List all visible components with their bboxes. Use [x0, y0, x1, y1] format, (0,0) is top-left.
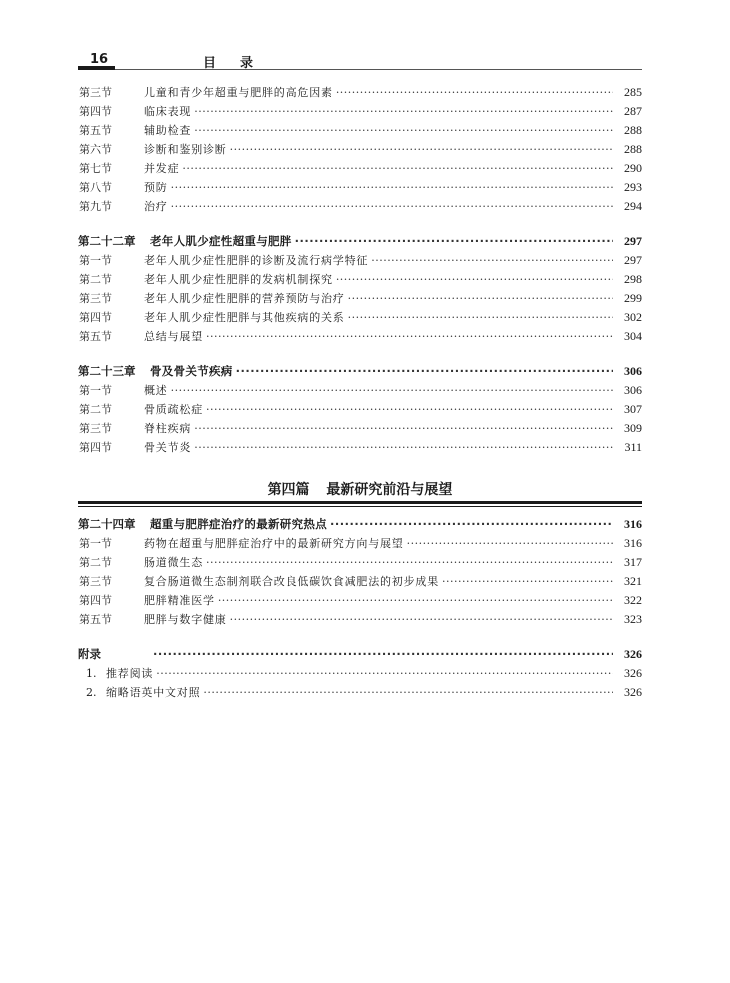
- toc-section-row: [78, 554, 642, 573]
- toc-entry-title: 诊断和鉴别诊断: [144, 143, 227, 156]
- toc-page-number: 307: [624, 402, 642, 416]
- toc-block-chapter-22: [78, 233, 642, 347]
- toc-entry-title: 老年人肌少症性超重与肥胖: [150, 234, 292, 248]
- toc-page-number: 288: [624, 123, 642, 137]
- toc-entry-title: 辅助检查: [144, 124, 192, 137]
- toc-leader-dots: [153, 647, 613, 661]
- toc-section-row: [78, 179, 642, 198]
- toc-page-number: 290: [624, 161, 642, 175]
- toc-entry-number: 第六节: [79, 143, 112, 156]
- toc-leader-dots: [348, 292, 613, 305]
- toc-leader-dots: [206, 330, 613, 343]
- toc-entry-number: 第二节: [79, 403, 112, 416]
- toc-appendix-item-row: [78, 665, 642, 684]
- toc-section-row: [78, 573, 642, 592]
- toc-entry-title: 概述: [144, 384, 168, 397]
- toc-block-appendix: [78, 646, 642, 703]
- toc-entry-title: 骨关节炎: [144, 441, 192, 454]
- toc-leader-dots: [171, 384, 613, 397]
- toc-entry-title: 老年人肌少症性肥胖的发病机制探究: [144, 273, 333, 286]
- toc-leader-dots: [194, 124, 613, 137]
- toc-entry-title: 超重与肥胖症治疗的最新研究热点: [150, 517, 327, 531]
- toc-entry-number: 第八节: [79, 181, 112, 194]
- toc-section-row: [78, 535, 642, 554]
- toc-page-number: 304: [624, 329, 642, 343]
- toc-section-row: [78, 271, 642, 290]
- toc-page-number: 322: [624, 593, 642, 607]
- toc-section-row: [78, 252, 642, 271]
- toc-entry-number: 第三节: [79, 86, 112, 99]
- toc-leader-dots: [330, 517, 613, 531]
- toc-section-row: [78, 122, 642, 141]
- toc-entry-title: 治疗: [144, 200, 168, 213]
- toc-entry-number: 第四节: [79, 441, 112, 454]
- part-heading: [78, 479, 642, 499]
- toc-page-number: 294: [624, 199, 642, 213]
- toc-chapter-row: [78, 233, 642, 252]
- toc-entry-title: 骨质疏松症: [144, 403, 203, 416]
- toc-entry-title: 临床表现: [144, 105, 192, 118]
- toc-leader-dots: [171, 181, 613, 194]
- toc-section-row: [78, 382, 642, 401]
- toc-leader-dots: [206, 556, 613, 569]
- toc-section-row: [78, 198, 642, 217]
- toc-leader-dots: [203, 686, 613, 699]
- toc-section-row: [78, 160, 642, 179]
- toc-entry-number: 第七节: [79, 162, 112, 175]
- toc-leader-dots: [194, 422, 613, 435]
- toc-page-number: 316: [624, 517, 642, 531]
- toc-leader-dots: [336, 86, 613, 99]
- toc-entry-number: 第二十二章: [78, 234, 136, 248]
- toc-section-row: [78, 401, 642, 420]
- toc-page-number: 288: [624, 142, 642, 156]
- toc-leader-dots: [206, 403, 613, 416]
- toc-entry-number: 第四节: [79, 105, 112, 118]
- toc-leader-dots: [407, 537, 613, 550]
- toc-page-number: 309: [624, 421, 642, 435]
- toc-block-chapter-24: [78, 516, 642, 630]
- toc-section-row: [78, 420, 642, 439]
- toc-entry-number: 第五节: [79, 124, 112, 137]
- toc-chapter-row: [78, 646, 642, 665]
- toc-entry-number: 第一节: [79, 254, 112, 267]
- toc-entry-number: 第三节: [79, 292, 112, 305]
- toc-entry-title: 并发症: [144, 162, 180, 175]
- toc-entry-number: 1.: [86, 667, 97, 680]
- toc-leader-dots: [230, 613, 613, 626]
- toc-entry-title: 缩略语英中文对照: [106, 686, 201, 699]
- toc-section-row: [78, 290, 642, 309]
- toc-chapter-row: [78, 516, 642, 535]
- toc-entry-title: 药物在超重与肥胖症治疗中的最新研究方向与展望: [144, 537, 404, 550]
- toc-leader-dots: [171, 200, 613, 213]
- toc-page-number: 321: [624, 574, 642, 588]
- toc-page-number: 306: [624, 383, 642, 397]
- table-of-contents-part4: [78, 516, 642, 703]
- toc-entry-title: 脊柱疾病: [144, 422, 192, 435]
- toc-appendix-item-row: [78, 684, 642, 703]
- toc-entry-number: 第四节: [79, 311, 112, 324]
- toc-leader-dots: [371, 254, 613, 267]
- header-rule: [115, 69, 642, 70]
- toc-section-row: [78, 439, 642, 458]
- toc-entry-title: 复合肠道微生态制剂联合改良低碳饮食减肥法的初步成果: [144, 575, 439, 588]
- part-heading-text: 第四篇 最新研究前沿与展望: [267, 482, 453, 498]
- toc-entry-number: 附录: [78, 647, 101, 661]
- toc-entry-title: 推荐阅读: [106, 667, 154, 680]
- toc-entry-number: 第九节: [79, 200, 112, 213]
- header-title: 目录: [203, 56, 278, 71]
- toc-page-number: 326: [624, 647, 642, 661]
- toc-leader-dots: [194, 105, 613, 118]
- toc-entry-number: 第二节: [79, 556, 112, 569]
- toc-page-number: 316: [624, 536, 642, 550]
- toc-leader-dots: [230, 143, 613, 156]
- page-number: 16: [90, 52, 109, 67]
- toc-entry-title: 老年人肌少症性肥胖的营养预防与治疗: [144, 292, 345, 305]
- toc-entry-number: 第一节: [79, 384, 112, 397]
- toc-leader-dots: [442, 575, 613, 588]
- toc-page-number: 299: [624, 291, 642, 305]
- toc-page-number: 293: [624, 180, 642, 194]
- toc-section-row: [78, 328, 642, 347]
- toc-leader-dots: [348, 311, 613, 324]
- toc-leader-dots: [194, 441, 613, 454]
- toc-entry-number: 第五节: [79, 330, 112, 343]
- toc-section-row: [78, 611, 642, 630]
- table-of-contents: [78, 84, 642, 458]
- toc-leader-dots: [236, 364, 613, 378]
- toc-entry-title: 儿童和青少年超重与肥胖的高危因素: [144, 86, 333, 99]
- toc-entry-number: 第二十四章: [78, 517, 136, 531]
- toc-entry-title: 预防: [144, 181, 168, 194]
- toc-leader-dots: [156, 667, 613, 680]
- toc-entry-number: 第五节: [79, 613, 112, 626]
- toc-entry-number: 第四节: [79, 594, 112, 607]
- toc-page-number: 298: [624, 272, 642, 286]
- toc-section-row: [78, 84, 642, 103]
- toc-entry-title: 老年人肌少症性肥胖的诊断及流行病学特征: [144, 254, 369, 267]
- toc-entry-number: 第三节: [79, 575, 112, 588]
- toc-page-number: 297: [624, 253, 642, 267]
- page-header: [78, 52, 642, 72]
- toc-entry-title: 肠道微生态: [144, 556, 203, 569]
- toc-section-row: [78, 309, 642, 328]
- toc-entry-title: 肥胖与数字健康: [144, 613, 227, 626]
- toc-entry-number: 第二十三章: [78, 364, 136, 378]
- toc-entry-number: 第一节: [79, 537, 112, 550]
- toc-page-number: 326: [624, 685, 642, 699]
- toc-page-number: 317: [624, 555, 642, 569]
- toc-page-number: 323: [624, 612, 642, 626]
- toc-page-number: 306: [624, 364, 642, 378]
- toc-page-number: 287: [624, 104, 642, 118]
- toc-leader-dots: [295, 234, 613, 248]
- toc-section-row: [78, 592, 642, 611]
- toc-entry-number: 第三节: [79, 422, 112, 435]
- toc-block-chapter-23: [78, 363, 642, 458]
- toc-page-number: 297: [624, 234, 642, 248]
- toc-entry-title: 老年人肌少症性肥胖与其他疾病的关系: [144, 311, 345, 324]
- toc-leader-dots: [182, 162, 613, 175]
- toc-page-number: 311: [624, 440, 642, 454]
- toc-section-row: [78, 103, 642, 122]
- part-rule: [78, 501, 642, 507]
- toc-entry-title: 总结与展望: [144, 330, 203, 343]
- toc-page-number: 302: [624, 310, 642, 324]
- toc-section-row: [78, 141, 642, 160]
- toc-chapter-row: [78, 363, 642, 382]
- toc-entry-number: 2.: [86, 686, 97, 699]
- toc-leader-dots: [218, 594, 613, 607]
- toc-block-children: [78, 84, 642, 217]
- toc-entry-title: 骨及骨关节疾病: [150, 364, 233, 378]
- toc-page-number: 285: [624, 85, 642, 99]
- toc-leader-dots: [336, 273, 613, 286]
- toc-entry-title: 肥胖精准医学: [144, 594, 215, 607]
- toc-page-number: 326: [624, 666, 642, 680]
- toc-entry-number: 第二节: [79, 273, 112, 286]
